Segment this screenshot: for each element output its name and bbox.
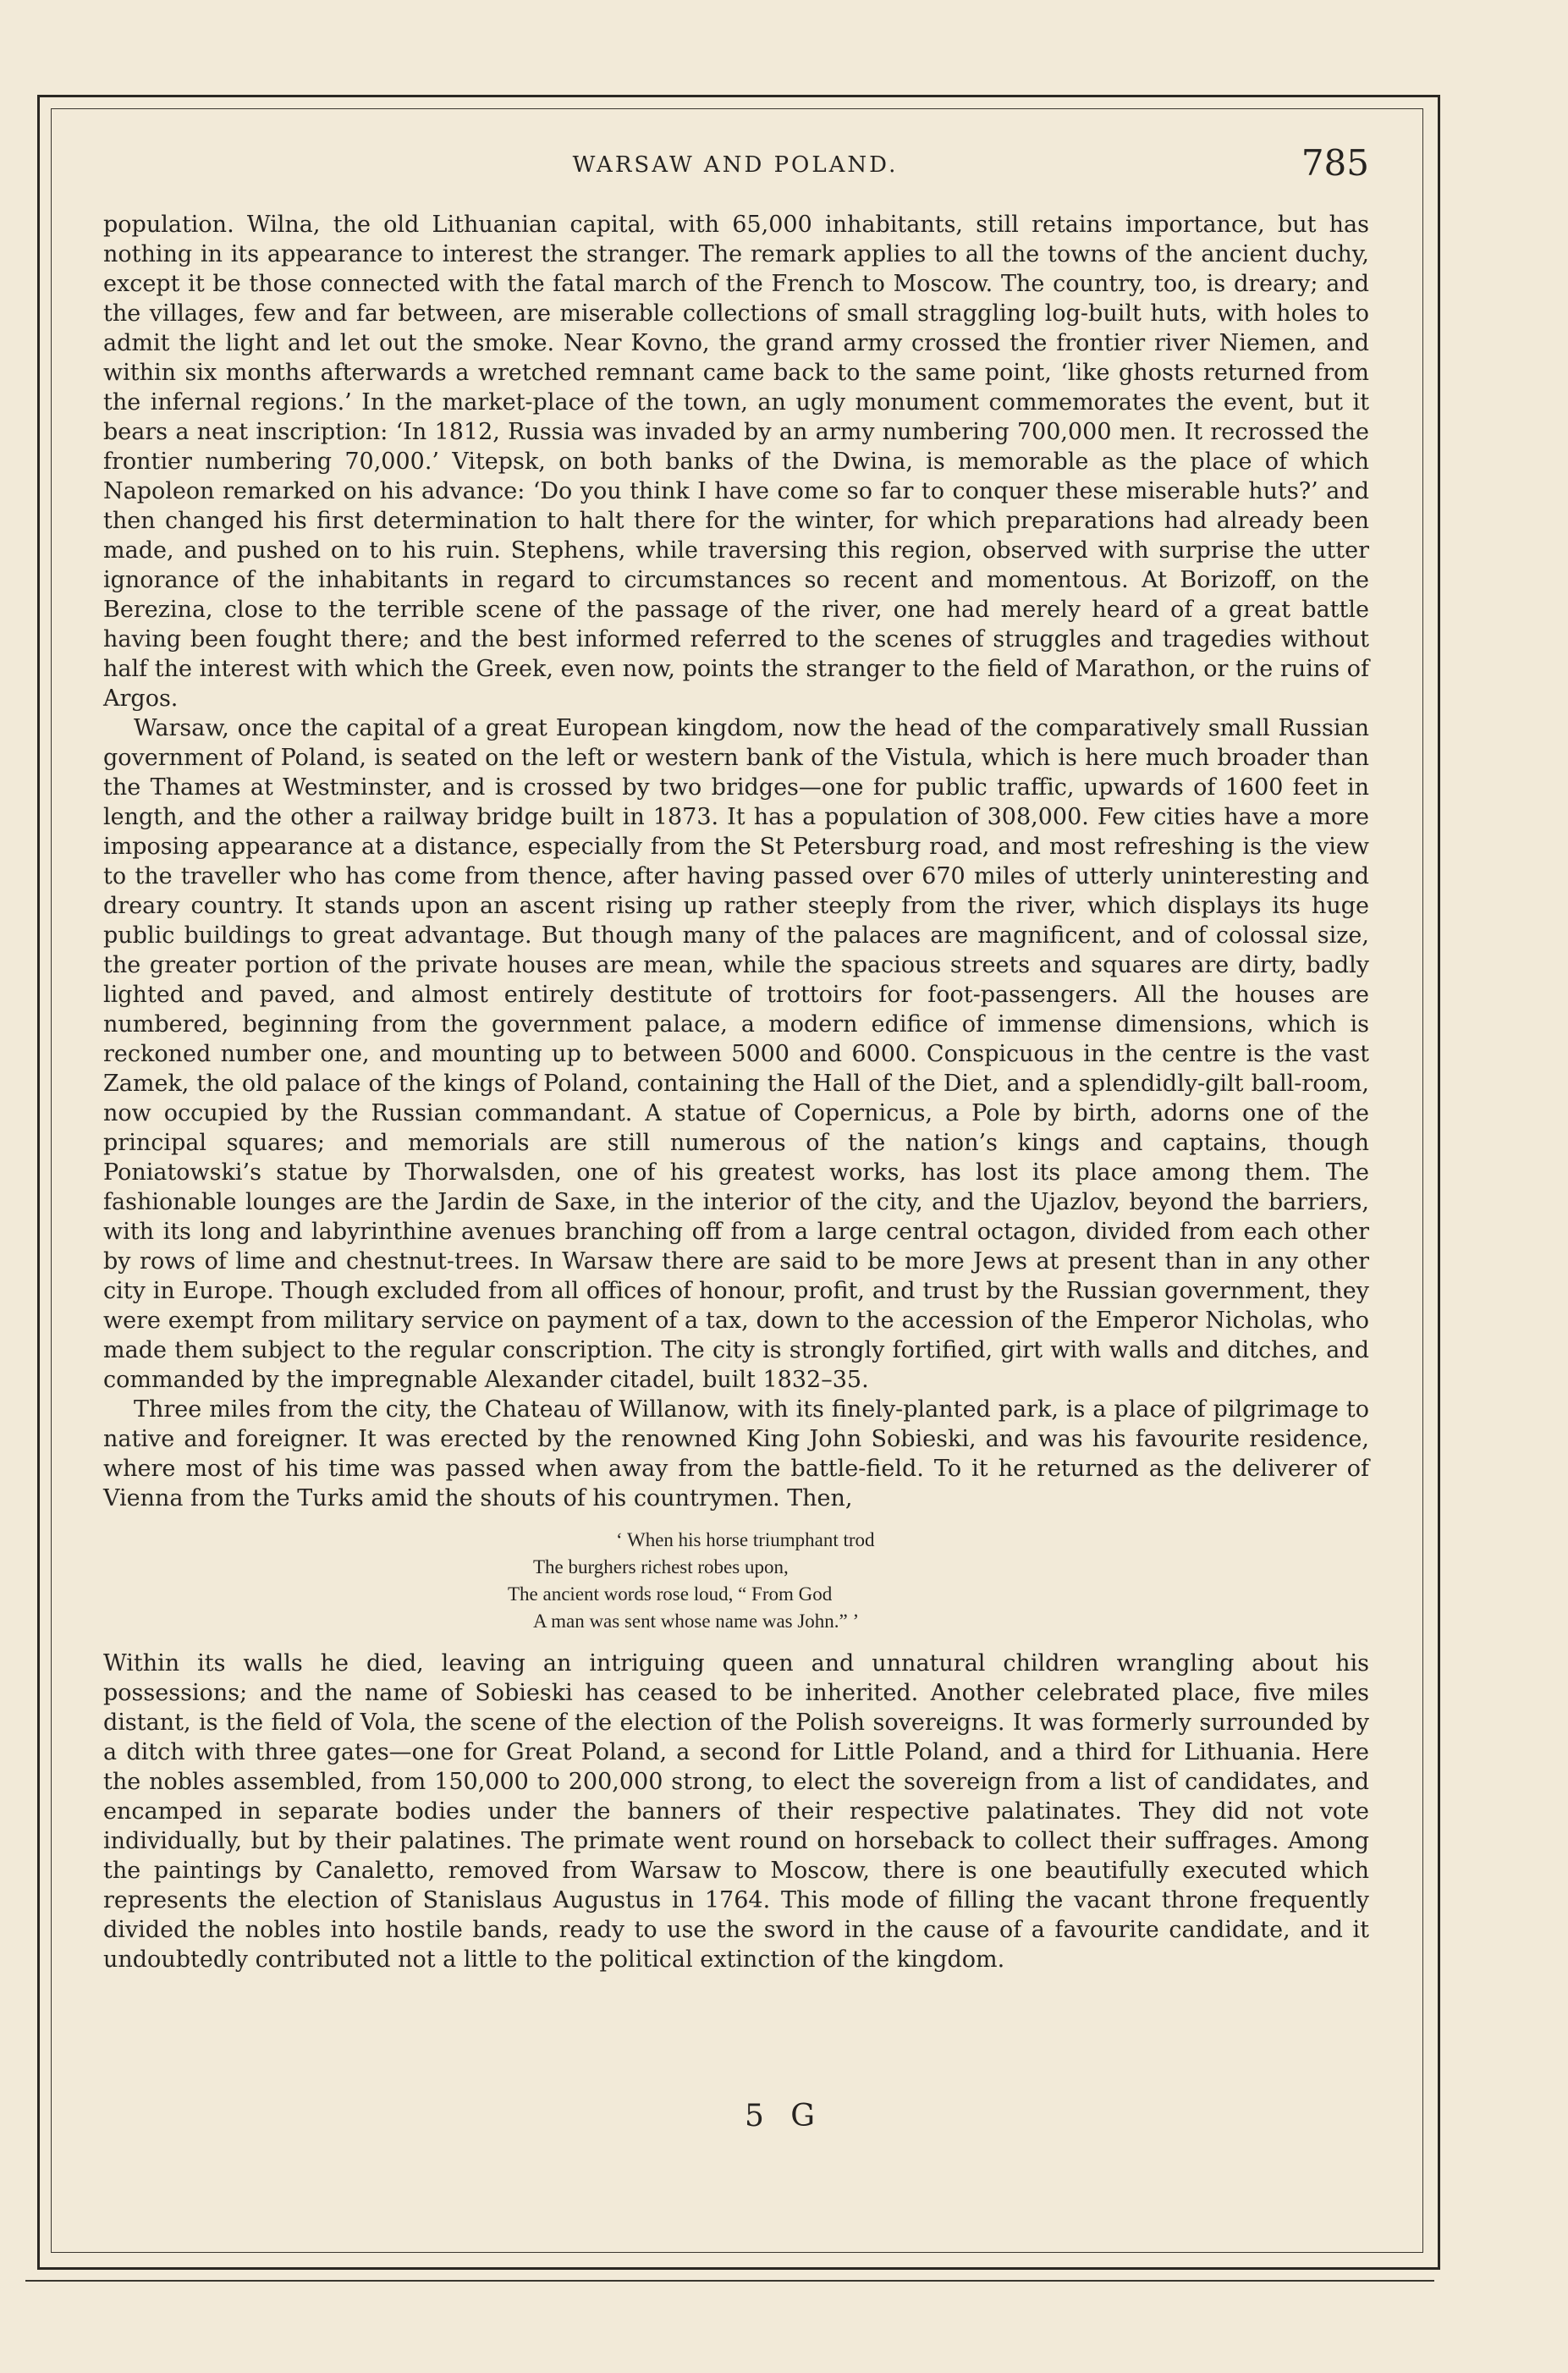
running-title: WARSAW AND POLAND. — [572, 152, 899, 178]
paragraph-wilna: population. Wilna, the old Lithuanian capital, with 65,000 inhabitants, still retains importance, but has nothing in its appearance to interest the stranger. The remark applies to all the towns of the ancient duchy, except it be those connected with the fatal march of the French to Moscow. The country, too, is dreary; and the villages, few and far between, are miserable collections of small straggling log-built huts, with holes to admit the light and let out the smoke. Near Kovno, the grand army crossed the frontier river Niemen, and within six months afterwards a wretched remnant came back to the same point, ‘like ghosts returned from the infernal regions.’ In the market-place of the town, an ugly monument commemorates the event, but it bears a neat inscription: ‘In 1812, Russia was invaded by an army numbering 700,000 men. It recrossed the frontier numbering 70,000.’ Vitepsk, on both banks of the Dwina, is memorable as the place of which Napoleon remarked on his advance: ‘Do you think I have come so far to conquer these miserable huts?’ and then changed his first determination to halt there for the winter, for which preparations had already been made, and pushed on to his ruin. Stephens, while traversing this region, observed with surprise the utter ignorance of the inhabitants in regard to circumstances so recent and momentous. At Borizoff, on the Berezina, close to the terrible scene of the passage of the river, one had merely heard of a great battle having been fought there; and the best informed referred to the scenes of struggles and tragedies without half the interest with which the Greek, even now, points the stranger to the field of Marathon, or the ruins of Argos. — [103, 212, 1369, 712]
poem-quotation — [103, 1527, 1369, 1635]
page-number: 785 — [1301, 142, 1369, 184]
body-text — [103, 210, 1369, 1974]
poem-line: A man was sent whose name was John.” ’ — [533, 1610, 860, 1632]
paragraph-vola: Within its walls he died, leaving an intriguing queen and unnatural children wrangling about his possessions; and the name of Sobieski has ceased to be inherited. Another celebrated place, five miles distant, is the field of Vola, the scene of the election of the Polish sovereigns. It was formerly surrounded by a ditch with three gates—one for Great Poland, a second for Little Poland, and a third for Lithuania. Here the nobles assembled, from 150,000 to 200,000 strong, to elect the sovereign from a list of candidates, and encamped in separate bodies under the banners of their respective palatinates. They did not vote individually, but by their palatines. The primate went round on horseback to collect their suffrages. Among the paintings by Canaletto, removed from Warsaw to Moscow, there is one beautifully executed which represents the election of Stanislaus Augustus in 1764. This mode of filling the vacant throne frequently divided the nobles into hostile bands, ready to use the sword in the cause of a favourite candidate, and it undoubtedly contributed not a little to the political extinction of the kingdom. — [103, 1650, 1369, 1973]
paragraph-willanow: Three miles from the city, the Chateau of Willanow, with its finely-planted park, is a place of pilgrimage to native and foreigner. It was erected by the renowned King John Sobieski, and was his favourite residence, where most of his time was passed when away from the battle-field. To it he returned as the deliverer of Vienna from the Turks amid the shouts of his countrymen. Then, — [103, 1396, 1369, 1511]
page-header — [102, 142, 1369, 196]
poem-line: ‘ When his horse triumphant trod — [616, 1529, 875, 1550]
poem-line: The burghers richest robes upon, — [533, 1556, 789, 1577]
bottom-rule — [25, 2280, 1434, 2282]
poem-line: The ancient words rose loud, “ From God — [508, 1583, 833, 1605]
printer-signature: 5 G — [744, 2099, 824, 2133]
paragraph-warsaw: Warsaw, once the capital of a great European kingdom, now the head of the comparatively small Russian government of Poland, is seated on the left or western bank of the Vistula, which is here much broader than the Thames at Westminster, and is crossed by two bridges—one for public traffic, upwards of 1600 feet in length, and the other a railway bridge built in 1873. It has a population of 308,000. Few cities have a more imposing appearance at a distance, especially from the St Petersburg road, and most refreshing is the view to the traveller who has come from thence, after having passed over 670 miles of utterly uninteresting and dreary country. It stands upon an ascent rising up rather steeply from the river, which displays its huge public buildings to great advantage. But though many of the palaces are magnificent, and of colossal size, the greater portion of the private houses are mean, while the spacious streets and squares are dirty, badly lighted and paved, and almost entirely destitute of trottoirs for foot-passengers. All the houses are numbered, beginning from the government palace, a modern edifice of immense dimensions, which is reckoned number one, and mounting up to between 5000 and 6000. Conspicuous in the centre is the vast Zamek, the old palace of the kings of Poland, containing the Hall of the Diet, and a splendidly-gilt ball-room, now occupied by the Russian commandant. A statue of Copernicus, a Pole by birth, adorns one of the principal squares; and memorials are still numerous of the nation’s kings and captains, though Poniatowski’s statue by Thorwalsden, one of his greatest works, has lost its place among them. The fashionable lounges are the Jardin de Saxe, in the interior of the city, and the Ujazlov, beyond the barriers, with its long and labyrinthine avenues branching off from a large central octagon, divided from each other by rows of lime and chestnut-trees. In Warsaw there are said to be more Jews at present than in any other city in Europe. Though excluded from all offices of honour, profit, and trust by the Russian government, they were exempt from military service on payment of a tax, down to the accession of the Emperor Nicholas, who made them subject to the regular conscription. The city is strongly fortified, girt with walls and ditches, and commanded by the impregnable Alexander citadel, built 1832–35. — [103, 715, 1369, 1393]
